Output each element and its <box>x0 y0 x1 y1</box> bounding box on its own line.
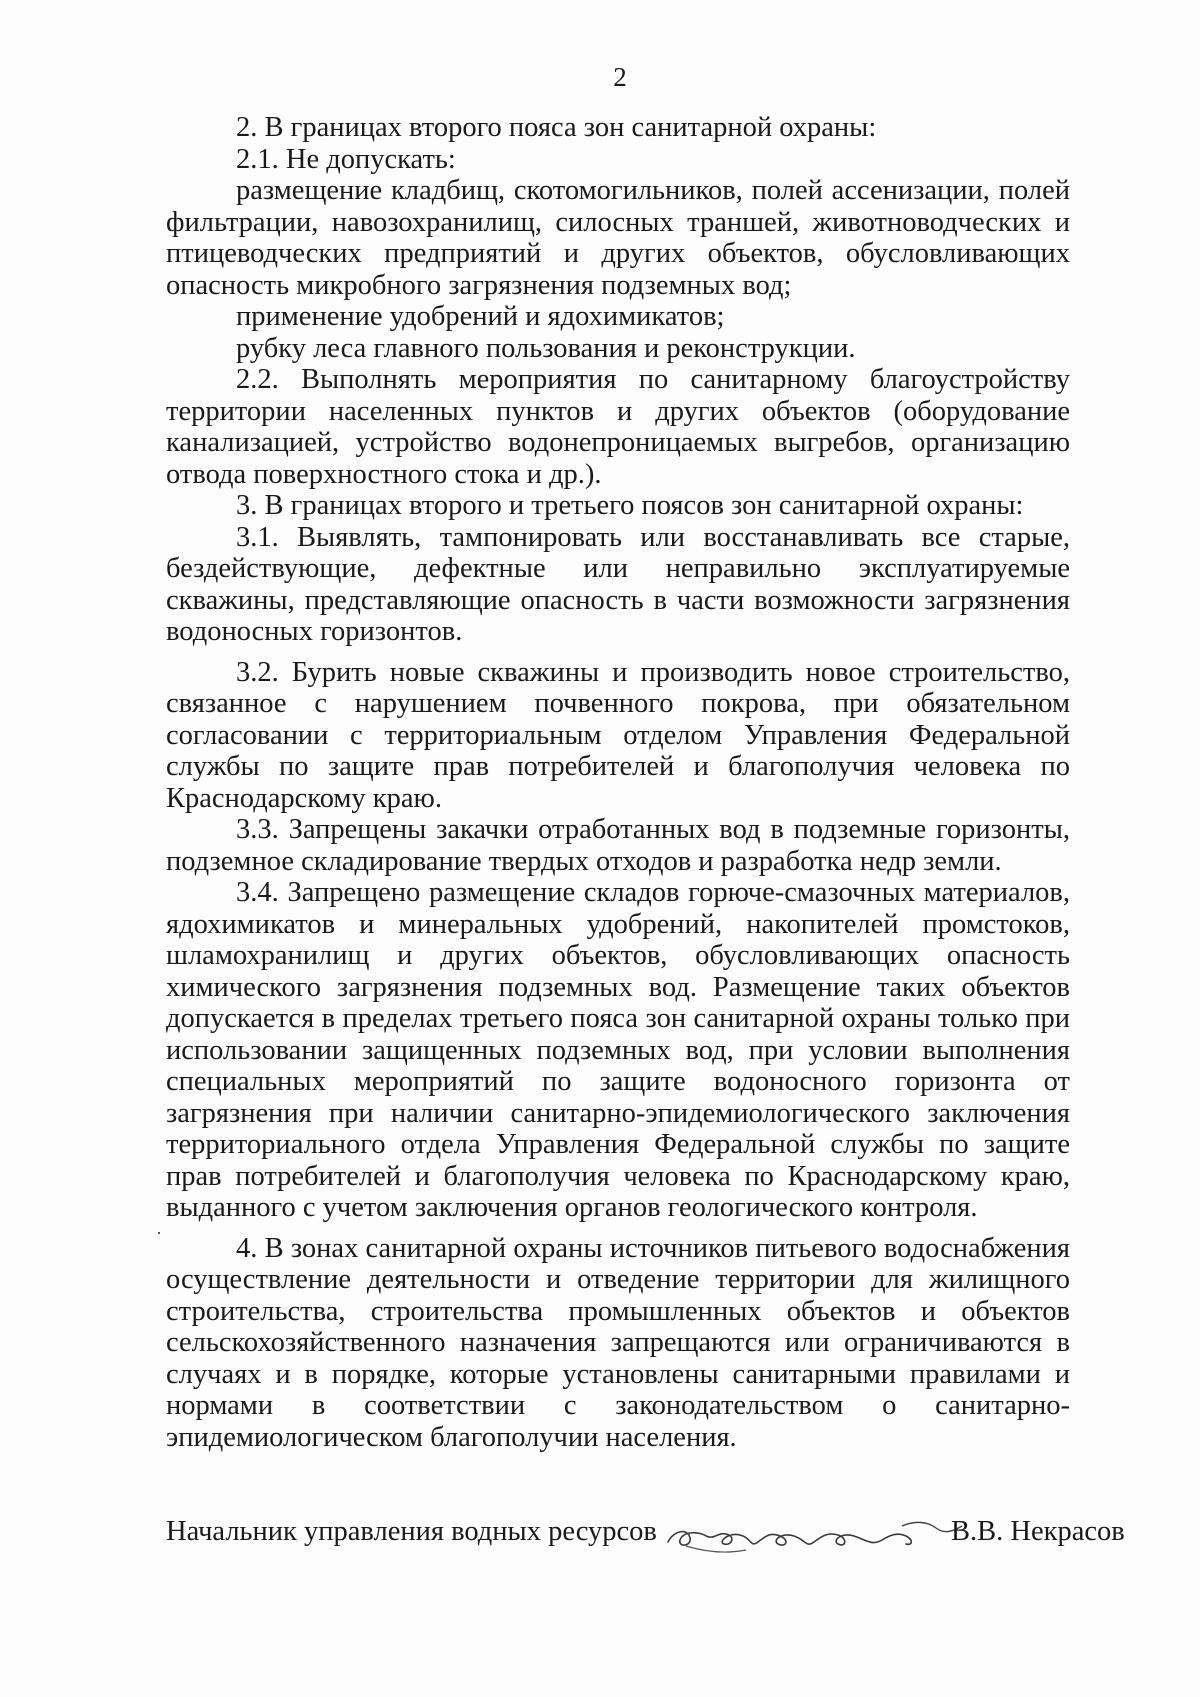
scan-speck <box>158 1232 160 1234</box>
paragraph-2-1: 2.1. Не допускать: <box>236 143 456 175</box>
paragraph-3-2: 3.2. Бурить новые скважины и производить новое строительство, связанное с нарушением почвенного покрова, при обязательном согласовании с территориальным отделом Управления Федеральной службы по защите прав потребителей и благополучия человека по Краснодарскому краю. <box>166 656 1070 814</box>
signatory-title: Начальник управления водных ресурсов <box>166 1516 657 1547</box>
paragraph-3-1: 3.1. Выявлять, тампонировать или восстанавливать все старые, бездействующие, дефектные или неправильно эксплуатируемые скважины, представляющие опасность в части возможности загрязнения водоносных горизонтов. <box>166 521 1070 647</box>
paragraph-2-1-logging: рубку леса главного пользования и реконструкции. <box>236 332 856 364</box>
page-number: 2 <box>613 62 627 92</box>
paragraph-2-1-fertilizers: применение удобрений и ядохимикатов; <box>236 301 725 332</box>
handwritten-signature <box>666 1502 966 1562</box>
paragraph-3-3: 3.3. Запрещены закачки отработанных вод в подземные горизонты, подземное складирование твердых отходов и разработка недр земли. <box>166 814 1070 877</box>
signature-block <box>166 1516 1126 1566</box>
paragraph-2-1-placement: размещение кладбищ, скотомогильников, полей ассенизации, полей фильтрации, навозохранилищ, силосных траншей, животноводческих и птицеводческих предприятий и других объектов, обусловливающих опасность микробного загрязнения подземных вод; <box>166 175 1070 301</box>
signatory-name: В.В. Некрасов <box>951 1516 1125 1547</box>
paragraph-3: 3. В границах второго и третьего поясов зон санитарной охраны: <box>236 490 1024 521</box>
paragraph-4: 4. В зонах санитарной охраны источников питьевого водоснабжения осуществление деятельности и отведение территории для жилищного строительства, строительства промышленных объектов и объектов сельскохозяйственного назначения запрещаются или ограничиваются в случаях и в порядке, которые установлены санитарными правилами и нормами в соответствии с законодательством о санитарно-эпидемиологическом благополучии населения. <box>166 1232 1070 1453</box>
document-body <box>166 112 1070 1453</box>
paragraph-3-4: 3.4. Запрещено размещение складов горюче-смазочных материалов, ядохимикатов и минеральных удобрений, накопителей промстоков, шламохранилищ и других объектов, обусловливающих опасность химического загрязнения подземных вод. Размещение таких объектов допускается в пределах третьего пояса зон санитарной охраны только при использовании защищенных подземных вод, при условии выполнения специальных мероприятий по защите водоносного горизонта от загрязнения при наличии санитарно-эпидемиологического заключения территориального отдела Управления Федеральной службы по защите прав потребителей и благополучия человека по Краснодарскому краю, выданного с учетом заключения органов геологического контроля. <box>166 877 1070 1223</box>
paragraph-2-2: 2.2. Выполнять мероприятия по санитарному благоустройству территории населенных пунктов и других объектов (оборудование канализацией, устройство водонепроницаемых выгребов, организацию отвода поверхностного стока и др.). <box>166 364 1070 490</box>
paragraph-2: 2. В границах второго пояса зон санитарной охраны: <box>236 112 877 143</box>
